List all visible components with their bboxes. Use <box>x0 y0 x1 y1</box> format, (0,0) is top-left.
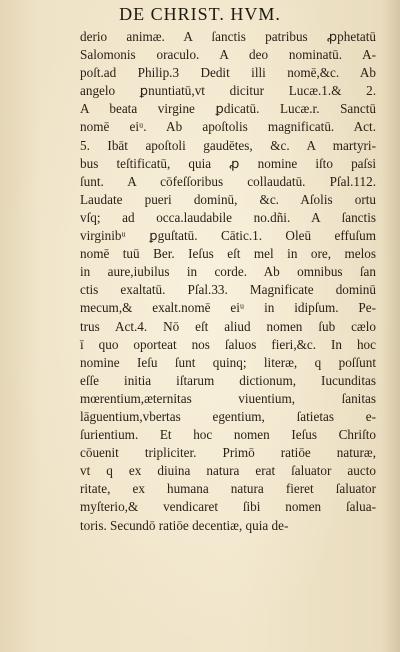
text-line: cōuenit tripliciter. Primō ratiōe naturæ, <box>80 445 376 461</box>
text-line: nomē tuū Ber. Ieſus eſt mel in ore, melos <box>80 246 376 262</box>
text-line: ſunt. A cōfeſſoribus collaudatū. Pſal.112. <box>80 173 376 189</box>
text-line: in aure,iubilus in corde. Ab omnibus ſan <box>80 264 376 280</box>
text-line: eſſe initia iſtarum dictionum, Iucunditas <box>80 372 376 388</box>
text-line: Salomonis oraculo. A deo nominatū. A- <box>80 47 376 63</box>
text-line: vſq; ad occa.laudabile no.dñi. A ſanctis <box>80 209 376 225</box>
text-line: toris. Secundō ratiōe decentiæ, quia de- <box>80 517 289 533</box>
text-line: trus Act.4. Nō eſt aliud nomen ſub cælo <box>80 318 376 334</box>
text-line: virginibᵘ ꝑguſtatū. Cātic.1. Oleū effuſum <box>80 228 376 244</box>
text-line: bus teſtificatū, quia ꝓ nomine iſto paſsi <box>80 155 376 171</box>
text-line: derio animæ. A ſanctis patribus ꝓphetatū <box>80 29 376 44</box>
running-header: DE CHRIST. HVM. <box>119 4 281 24</box>
page-edge-shadow <box>382 0 400 652</box>
text-line: A beata virgine ꝑdicatū. Lucæ.r. Sanctū <box>80 101 376 117</box>
text-line: nomē eiᵘ. Ab apoſtolis magnificatū. Act. <box>80 119 376 135</box>
text-line: ritate, ex humana natura fieret ſaluator <box>80 481 376 497</box>
text-line: ſurientium. Et hoc nomen Ieſus Chriſto <box>80 427 376 443</box>
text-line: ctis exaltatū. Pſal.33. Magnificate dominū <box>80 282 376 298</box>
text-line: 5. Ibāt apoſtoli gaudētes, &c. A martyri- <box>80 137 376 153</box>
text-line: angelo ꝑnuntiatū,vt dicitur Lucæ.1.& 2. <box>80 83 376 99</box>
body-text <box>80 28 376 535</box>
text-line: nomine Ieſu ſunt quinq; literæ, q poſſunt <box>80 354 376 370</box>
text-line: myſterio,& vendicaret ſibi nomen ſalua- <box>80 499 376 515</box>
text-line: ī quo oporteat nos ſaluos fieri,&c. In hoc <box>80 336 376 352</box>
text-line: poſt.ad Philip.3 Dedit illi nomē,&c. Ab <box>80 65 376 81</box>
text-line: lāguentium,vbertas egentium, ſatietas e- <box>80 408 376 424</box>
text-line: vt q ex diuina natura erat ſaluator aucto <box>80 463 376 479</box>
text-line: mecum,& exalt.nomē eiᵘ in idipſum. Pe- <box>80 300 376 316</box>
text-line: Laudate pueri dominū, &c. Aſolis ortu <box>80 191 376 207</box>
text-line: mœrentium,æternitas viuentium, ſanitas <box>80 390 376 406</box>
